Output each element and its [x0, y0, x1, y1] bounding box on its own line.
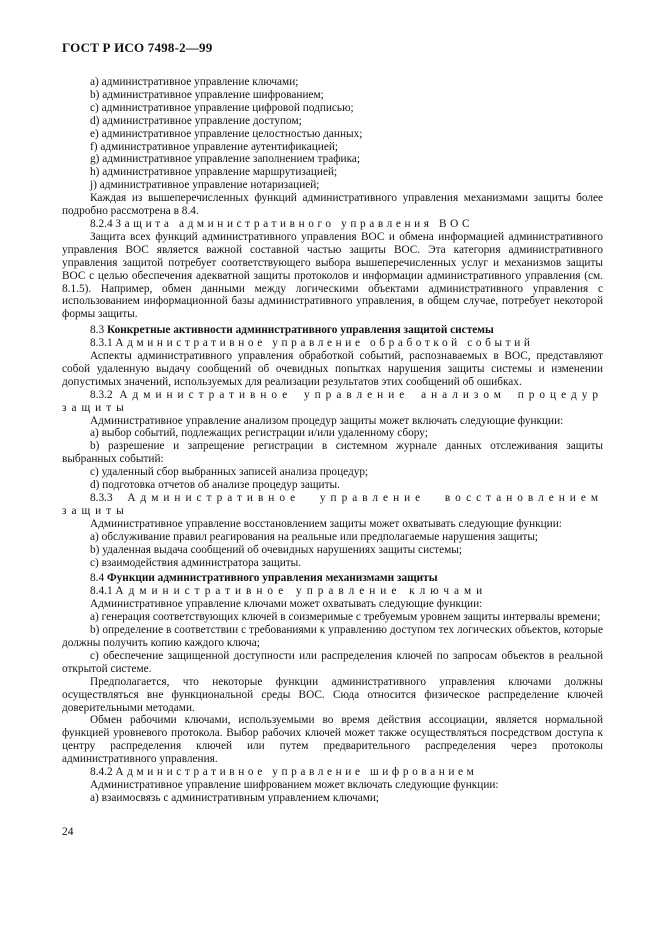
- document-header: ГОСТ Р ИСО 7498-2—99: [62, 40, 213, 55]
- section-heading-8-4: [62, 572, 603, 585]
- section-heading-8-3-1: [62, 337, 603, 350]
- section-title: Административное управление шифрованием: [115, 766, 478, 779]
- section-title: Административное управление обработкой событий: [115, 337, 534, 350]
- list-item: a) взаимосвязь с административным управлением ключами;: [90, 791, 380, 804]
- list-item: b) определение в соответствии с требованиями к управлению доступом тех логических объектов, которые должны получить копию каждого ключа;: [62, 624, 603, 649]
- list-item: d) административное управление доступом;: [90, 114, 302, 127]
- list-item: f) административное управление аутентификацией;: [90, 140, 339, 153]
- section-number: 8.3.3: [90, 492, 113, 504]
- list-item: h) административное управление маршрутизацией;: [90, 166, 338, 179]
- section-heading-8-3-3: [62, 492, 603, 518]
- section-number: 8.4.2: [90, 766, 113, 779]
- list-item: b) административное управление шифрованием;: [90, 88, 324, 101]
- section-number: 8.4.1: [90, 585, 113, 598]
- section-heading-8-3: [62, 324, 603, 337]
- list-item: a) административное управление ключами;: [90, 76, 299, 88]
- paragraph: Административное управление анализом процедур защиты может включать следующие функции:: [90, 414, 564, 427]
- paragraph: Административное управление восстановлением защиты может охватывать следующие функции:: [90, 517, 562, 530]
- paragraph: Административное управление ключами может охватывать следующие функции:: [90, 598, 483, 611]
- section-heading-8-2-4: [62, 218, 603, 231]
- section-title: Функции административного управления механизмами защиты: [106, 572, 438, 585]
- list-item: b) разрешение и запрещение регистрации в системном журнале данных отслеживания защиты выбранных событий:: [62, 440, 603, 466]
- section-heading-8-4-1: [62, 585, 603, 598]
- list-item: c) административное управление цифровой подписью;: [90, 101, 354, 114]
- section-heading-8-3-2: [62, 389, 603, 415]
- list-item: a) генерация соответствующих ключей в соизмеримые с требуемым уровнем защиты интервалы времени;: [90, 611, 601, 624]
- list-item: d) подготовка отчетов об анализе процедур защиты.: [90, 479, 340, 492]
- section-number: 8.2.4: [90, 217, 113, 230]
- section-title: Административное управление ключами: [115, 585, 488, 598]
- section-number: 8.3.1: [90, 337, 113, 350]
- section-title: Конкретные активности административного управления защитой системы: [106, 324, 494, 337]
- section-title: Защита административного управления ВОС: [115, 217, 474, 230]
- section-title: Административное управление восстановлением защиты: [62, 492, 603, 517]
- list-item: c) обеспечение защищенной доступности или распределения ключей по запросам объектов в реальной открытой системе.: [62, 649, 603, 675]
- list-item: a) обслуживание правил реагирования на реальные или предполагаемые нарушения защиты;: [90, 530, 539, 543]
- list-item: j) административное управление нотаризацией;: [90, 179, 320, 192]
- section-number: 8.3: [90, 324, 105, 337]
- list-item: a) выбор событий, подлежащих регистрации и/или удаленному сбору;: [90, 427, 428, 440]
- section-title: Административное управление анализом процедур защиты: [62, 388, 604, 414]
- section-number: 8.4: [90, 572, 105, 585]
- paragraph: Каждая из вышеперечисленных функций административного управления механизмами защиты более подробно рассмотрена в 8.4.: [62, 192, 603, 218]
- paragraph: Защита всех функций административного управления ВОС и обмена информацией административного управления ВОС является важной составной частью защиты ВОС. Эта категория административного управления защитой потребует соответствующего выбора вышеперечисленных услуг и механизмов защиты ВОС с целью обеспечения адекватной защиты протоколов и информации административного управления (см. 8.1.5). Например, обмен данными между логическими объектами административного управления с использованием информационной базы административного управления, в общем случае, потребует некоторой формы защиты.: [62, 230, 603, 321]
- paragraph: Аспекты административного управления обработкой событий, распознаваемых в ВОС, представляют собой удаленную выдачу сообщений об очевидных попытках нарушения защиты системы и изменении допустимых значений, используемых для реализации результатов этих сообщений об ошибках.: [62, 350, 603, 388]
- list-item: b) удаленная выдача сообщений об очевидных нарушениях защиты системы;: [90, 543, 462, 556]
- list-item: c) удаленный сбор выбранных записей анализа процедур;: [90, 466, 369, 479]
- list-item: g) административное управление заполнением трафика;: [90, 153, 361, 166]
- paragraph: Предполагается, что некоторые функции административного управления ключами должны осуществляться вне функциональной среды ВОС. Сюда относится физическое распределение ключей доверительными методами.: [62, 675, 603, 714]
- list-item: c) взаимодействия администратора защиты.: [90, 556, 302, 569]
- section-heading-8-4-2: [62, 766, 603, 779]
- paragraph: Административное управление шифрованием может включать следующие функции:: [90, 778, 499, 791]
- document-body: [62, 76, 603, 805]
- list-item: e) административное управление целостностью данных;: [90, 127, 363, 140]
- page-number: 24: [62, 826, 74, 838]
- paragraph: Обмен рабочими ключами, используемыми во время действия ассоциации, является нормальной функцией уровневого протокола. Выбор рабочих ключей может также осуществляться посредством доступа к центру распределения ключей или путем предварительного распределения через протоколы административного управления.: [62, 714, 603, 766]
- section-number: 8.3.2: [90, 388, 113, 401]
